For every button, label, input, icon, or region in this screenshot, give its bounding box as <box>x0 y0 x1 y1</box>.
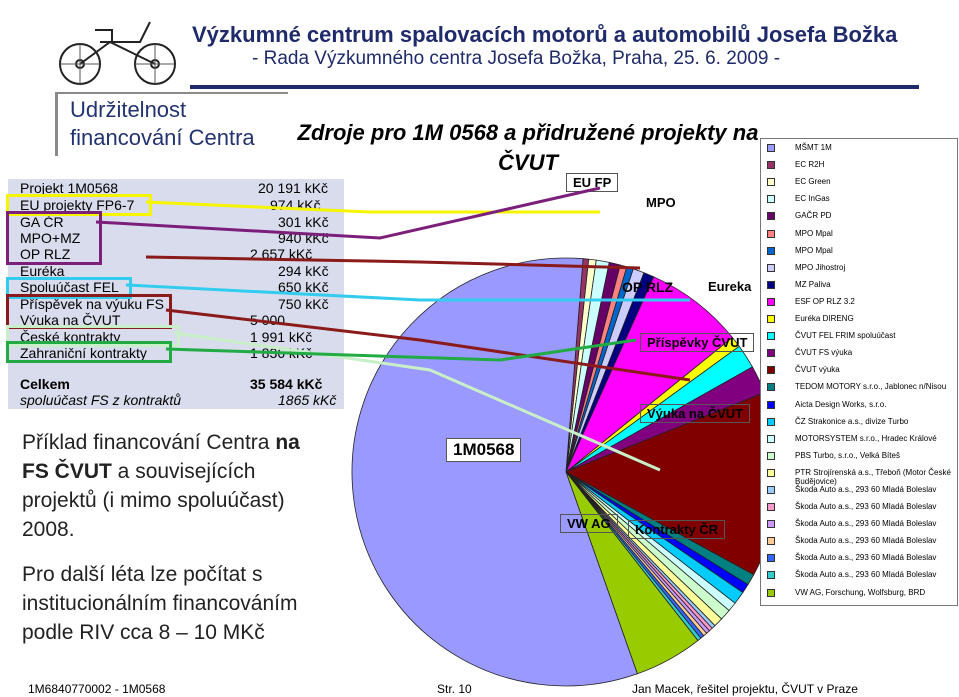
table-row-label: Výuka na ČVUT <box>20 312 121 328</box>
legend-label: Škoda Auto a.s., 293 60 Mladá Boleslav <box>795 536 937 546</box>
table-row-label: Euréka <box>20 263 65 279</box>
legend-label: ESF OP RLZ 3.2 <box>795 296 855 306</box>
legend-swatch <box>767 247 775 255</box>
legend-item <box>767 536 953 545</box>
legend-swatch <box>767 469 775 477</box>
pie-label-eureka: Eureka <box>708 279 752 294</box>
example-part3: a souvisejících projektů (i mimo spoluúčast) 2008. <box>22 460 285 541</box>
legend-item <box>767 297 953 306</box>
legend-item <box>767 553 953 562</box>
legend-swatch <box>767 435 775 443</box>
table-row-label: Zahraniční kontrakty <box>20 345 147 361</box>
legend-label: ČVUT výuka <box>795 365 840 375</box>
table-row-value: 974 kKč <box>270 197 321 213</box>
legend-item <box>767 314 953 323</box>
legend-swatch <box>767 554 775 562</box>
legend-item <box>767 519 953 528</box>
legend-label: TEDOM MOTORY s.r.o., Jablonec n/Nisou <box>795 382 947 392</box>
legend-swatch <box>767 349 775 357</box>
chart-legend <box>760 138 958 606</box>
legend-label: Škoda Auto a.s., 293 60 Mladá Boleslav <box>795 519 937 529</box>
legend-swatch <box>767 281 775 289</box>
legend-swatch <box>767 383 775 391</box>
header-title: Výzkumné centrum spalovacích motorů a automobilů Josefa Božka <box>192 22 898 47</box>
legend-swatch <box>767 195 775 203</box>
total-value: 35 584 kKč <box>250 376 323 392</box>
table-row-label: EU projekty FP6-7 <box>20 197 135 213</box>
legend-item <box>767 263 953 272</box>
pie-label-eu-fp: EU FP <box>566 173 618 192</box>
legend-swatch <box>767 298 775 306</box>
legend-item <box>767 588 953 597</box>
legend-label: EC R2H <box>795 160 825 170</box>
legend-label: Škoda Auto a.s., 293 60 Mladá Boleslav <box>795 484 937 494</box>
legend-label: MZ Paliva <box>795 279 831 289</box>
legend-item <box>767 485 953 494</box>
example-part2: na FS ČVUT <box>22 431 300 483</box>
legend-swatch <box>767 537 775 545</box>
highlight-foreign <box>6 341 172 363</box>
legend-item <box>767 143 953 152</box>
legend-item <box>767 417 953 426</box>
highlight-fs <box>6 294 172 329</box>
table-row-label: GA ČR <box>20 214 64 230</box>
company-logo <box>50 2 185 90</box>
legend-item <box>767 502 953 511</box>
legend-swatch <box>767 264 775 272</box>
table-row-label: OP RLZ <box>20 246 71 262</box>
legend-item <box>767 280 953 289</box>
share-label: spoluúčast FS z kontraktů <box>20 392 182 408</box>
slide-title <box>70 96 270 152</box>
legend-item <box>767 160 953 169</box>
legend-swatch <box>767 230 775 238</box>
slide-title-text: Udržitelnost financování Centra <box>70 97 255 150</box>
table-row-value: 1 836 kKč <box>250 345 313 361</box>
table-row-label: České kontrakty <box>20 329 121 345</box>
legend-label: ČVUT FS výuka <box>795 348 853 358</box>
header-divider <box>190 85 919 89</box>
footer-left: 1M6840770002 - 1M0568 <box>28 682 166 696</box>
table-row-label: Příspěvek na výuku FS <box>20 296 164 312</box>
legend-swatch <box>767 332 775 340</box>
header-subtitle: - Rada Výzkumného centra Josefa Božka, Praha, 25. 6. 2009 - <box>252 48 781 69</box>
legend-label: Euréka DIRENG <box>795 314 854 323</box>
chart-title: Zdroje pro 1M 0568 a přidružené projekty na ČVUT <box>297 120 759 175</box>
legend-label: EC Green <box>795 177 831 187</box>
example-part1: Příklad financování Centra <box>22 431 270 454</box>
pie-label-kontrakty: Kontrakty ČR <box>628 520 725 539</box>
pie-label-op-rlz: OP RLZ <box>622 279 674 295</box>
pie-label-1m0568: 1M0568 <box>446 438 521 462</box>
legend-item <box>767 246 953 255</box>
legend-item <box>767 468 953 486</box>
legend-label: PBS Turbo, s.r.o., Velká Bíteš <box>795 450 900 460</box>
legend-swatch <box>767 520 775 528</box>
legend-swatch <box>767 366 775 374</box>
legend-item <box>767 570 953 579</box>
legend-label: MPO Mpal <box>795 245 833 255</box>
legend-swatch <box>767 571 775 579</box>
legend-item <box>767 331 953 340</box>
legend-item <box>767 365 953 374</box>
pie-label-vyuka: Výuka na ČVUT <box>640 404 750 423</box>
table-row-value: 2 657 kKč <box>250 246 313 262</box>
table-row-value: 20 191 kKč <box>258 180 329 196</box>
legend-item <box>767 194 953 203</box>
table-row-value: 5 000 <box>250 312 286 328</box>
legend-swatch <box>767 589 775 597</box>
pie-label-prispevky: Příspěvky ČVUT <box>640 333 754 352</box>
legend-label: MOTORSYSTEM s.r.o., Hradec Králové <box>795 433 937 443</box>
legend-label: MPO Jihostroj <box>795 262 846 272</box>
table-row-value: 1 991 kKč <box>250 329 313 345</box>
table-row-label: Spoluúčast FEL <box>20 279 119 295</box>
legend-swatch <box>767 401 775 409</box>
legend-label: EC InGas <box>795 194 830 204</box>
pie-label-vw-ag: VW AG <box>560 514 618 533</box>
legend-item <box>767 348 953 357</box>
table-row-label: MPO+MZ <box>20 230 81 246</box>
legend-label: ČVUT FEL FRIM spoluúčast <box>795 331 896 341</box>
legend-item <box>767 211 953 220</box>
footer-page: Str. 10 <box>437 682 472 696</box>
legend-item <box>767 451 953 460</box>
legend-item <box>767 382 953 391</box>
legend-label: MŠMT 1M <box>795 143 832 152</box>
legend-label: Škoda Auto a.s., 293 60 Mladá Boleslav <box>795 553 937 563</box>
legend-item <box>767 434 953 443</box>
legend-label: Škoda Auto a.s., 293 60 Mladá Boleslav <box>795 570 937 580</box>
table-row-value: 940 kKč <box>278 230 329 246</box>
table-row-label: Projekt 1M0568 <box>20 180 119 196</box>
highlight-gacr <box>6 211 102 265</box>
legend-label: Škoda Auto a.s., 293 60 Mladá Boleslav <box>795 502 937 511</box>
table-row-value: 750 kKč <box>278 296 329 312</box>
pie-label-mpo: MPO <box>640 194 682 211</box>
legend-item <box>767 400 953 409</box>
legend-swatch <box>767 418 775 426</box>
table-row-value: 301 kKč <box>278 214 329 230</box>
legend-swatch <box>767 178 775 186</box>
legend-label: Aicta Design Works, s.r.o. <box>795 399 887 409</box>
table-row-value: 294 kKč <box>278 263 329 279</box>
legend-swatch <box>767 161 775 169</box>
legend-label: MPO Mpal <box>795 228 833 238</box>
legend-item <box>767 177 953 186</box>
legend-swatch <box>767 486 775 494</box>
legend-label: ČZ Strakonice a.s., divize Turbo <box>795 416 909 426</box>
legend-label: GAČR PD <box>795 211 832 221</box>
future-text: Pro další léta lze počítat s institucionálním financováním podle RIV cca 8 – 10 MKč <box>22 563 298 644</box>
legend-swatch <box>767 315 775 323</box>
total-label: Celkem <box>20 376 70 392</box>
legend-swatch <box>767 144 775 152</box>
share-value: 1865 kKč <box>278 392 337 408</box>
table-row-value: 650 kKč <box>278 279 329 295</box>
example-text <box>22 428 312 544</box>
legend-label: PTR Strojírenská a.s., Třeboň (Motor České Budějovice) <box>795 467 951 486</box>
legend-label: VW AG, Forschung, Wolfsburg, BRD <box>795 587 926 597</box>
legend-swatch <box>767 452 775 460</box>
legend-item <box>767 229 953 238</box>
legend-swatch <box>767 212 775 220</box>
footer-right: Jan Macek, řešitel projektu, ČVUT v Praze <box>632 682 858 696</box>
funding-pie-chart <box>328 170 760 690</box>
legend-swatch <box>767 503 775 511</box>
